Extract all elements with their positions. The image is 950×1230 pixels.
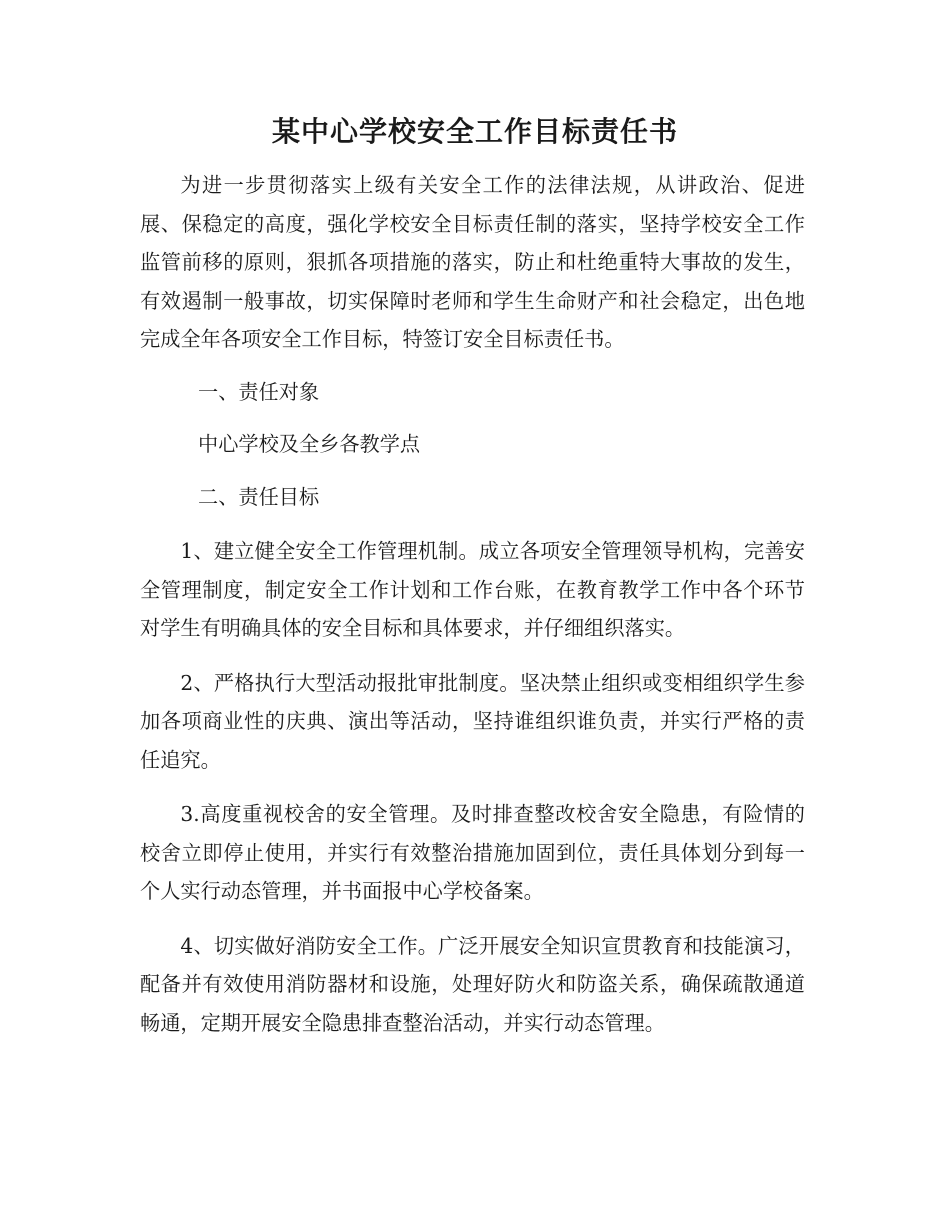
goal-item-2: 2、严格执行大型活动报批审批制度。坚决禁止组织或变相组织学生参加各项商业性的庆典、演出等活动，坚持谁组织谁负责，并实行严格的责任追究。 <box>140 670 805 772</box>
responsibility-object-text: 中心学校及全乡各教学点 <box>198 432 421 456</box>
document-title: 某中心学校安全工作目标责任书 <box>271 115 678 148</box>
intro-paragraph: 为进一步贯彻落实上级有关安全工作的法律法规，从讲政治、促进展、保稳定的高度，强化学校安全目标责任制的落实，坚持学校安全工作监管前移的原则，狠抓各项措施的落实，防止和杜绝重特大事故的发生，有效遏制一般事故，切实保障时老师和学生生命财产和社会稳定，出色地完成全年各项安全工作目标，特签订安全目标责任书。 <box>140 173 805 351</box>
section-heading-responsibility-object: 一、责任对象 <box>198 379 320 404</box>
section-heading-responsibility-goals: 二、责任目标 <box>198 484 320 509</box>
goal-item-1: 1、建立健全安全工作管理机制。成立各项安全管理领导机构，完善安全管理制度，制定安全工作计划和工作台账，在教育教学工作中各个环节对学生有明确具体的安全目标和具体要求，并仔细组织落实。 <box>140 539 805 640</box>
goal-item-3: 3.高度重视校舍的安全管理。及时排查整改校舍安全隐患，有险情的校舍立即停止使用，并实行有效整治措施加固到位，责任具体划分到每一个人实行动态管理，并书面报中心学校备案。 <box>140 802 805 903</box>
goal-item-4: 4、切实做好消防安全工作。广泛开展安全知识宣贯教育和技能演习，配备并有效使用消防器材和设施，处理好防火和防盗关系，确保疏散通道畅通，定期开展安全隐患排查整治活动，并实行动态管理。 <box>140 933 805 1035</box>
document-body <box>140 166 805 1042</box>
